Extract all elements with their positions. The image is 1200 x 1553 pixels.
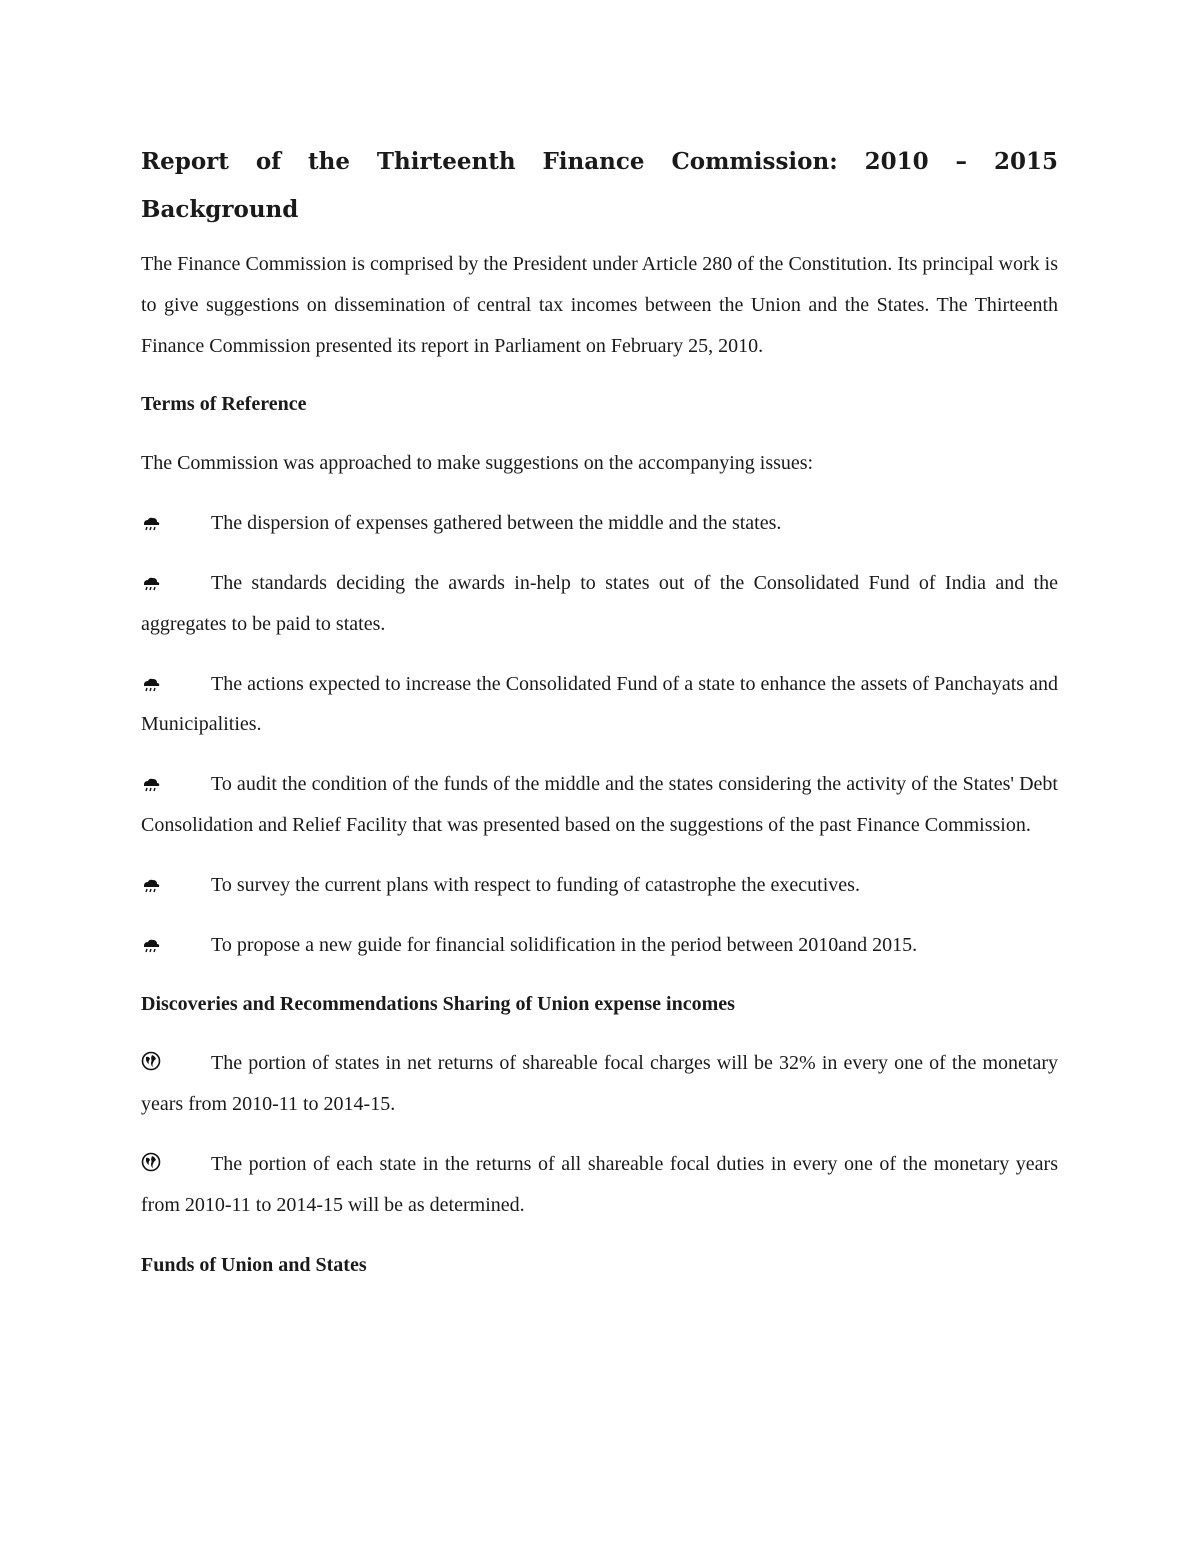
document-page [141,138,1058,1285]
cloud-rain-icon [141,865,211,906]
terms-item [141,503,1058,544]
terms-item [141,764,1058,846]
terms-item [141,925,1058,966]
cloud-rain-icon [141,764,211,805]
terms-item [141,865,1058,906]
terms-item-text: To audit the condition of the funds of the middle and the states considering the activity of the States' Debt Consolidation and Relief Facility that was presented based on the suggestions of the past Finance Commission. [141,773,1058,836]
discoveries-item [141,1043,1058,1125]
terms-item-text: To survey the current plans with respect to funding of catastrophe the executives. [211,873,860,896]
terms-item-text: The dispersion of expenses gathered between the middle and the states. [211,512,782,535]
document-title [141,138,1058,234]
terms-item [141,664,1058,746]
globe-icon [141,1043,211,1084]
discoveries-item-text: The portion of each state in the returns of all shareable focal duties in every one of the monetary years from 2010-11 to 2014-15 will be as determined. [141,1152,1058,1216]
globe-icon [141,1144,211,1185]
title-line-1: Report of the Thirteenth Finance Commission: 2010 – 2015 [141,148,1058,175]
terms-item-text: The standards deciding the awards in-help to states out of the Consolidated Fund of India and the aggregates to be paid to states. [141,571,1058,635]
discoveries-item-text: The portion of states in net returns of shareable focal charges will be 32% in every one of the monetary years from 2010-11 to 2014-15. [141,1052,1058,1116]
cloud-rain-icon [141,664,211,705]
terms-heading: Terms of Reference [141,393,307,416]
funds-heading: Funds of Union and States [141,1253,367,1276]
title-line-2: Background [141,196,299,223]
terms-item [141,563,1058,645]
cloud-rain-icon [141,563,211,604]
discoveries-heading: Discoveries and Recommendations Sharing of Union expense incomes [141,993,735,1016]
cloud-rain-icon [141,925,211,966]
background-paragraph: The Finance Commission is comprised by the President under Article 280 of the Constitution. Its principal work is to give suggestions on dissemination of central tax incomes between the Union and the States. The Thirteenth Finance Commission presented its report in Parliament on February 25, 2010. [141,253,1058,357]
cloud-rain-icon [141,503,211,544]
terms-intro: The Commission was approached to make suggestions on the accompanying issues: [141,452,814,475]
discoveries-item [141,1144,1058,1226]
terms-item-text: The actions expected to increase the Consolidated Fund of a state to enhance the assets of Panchayats and Municipalities. [141,672,1058,736]
terms-item-text: To propose a new guide for financial solidification in the period between 2010and 2015. [211,933,918,956]
